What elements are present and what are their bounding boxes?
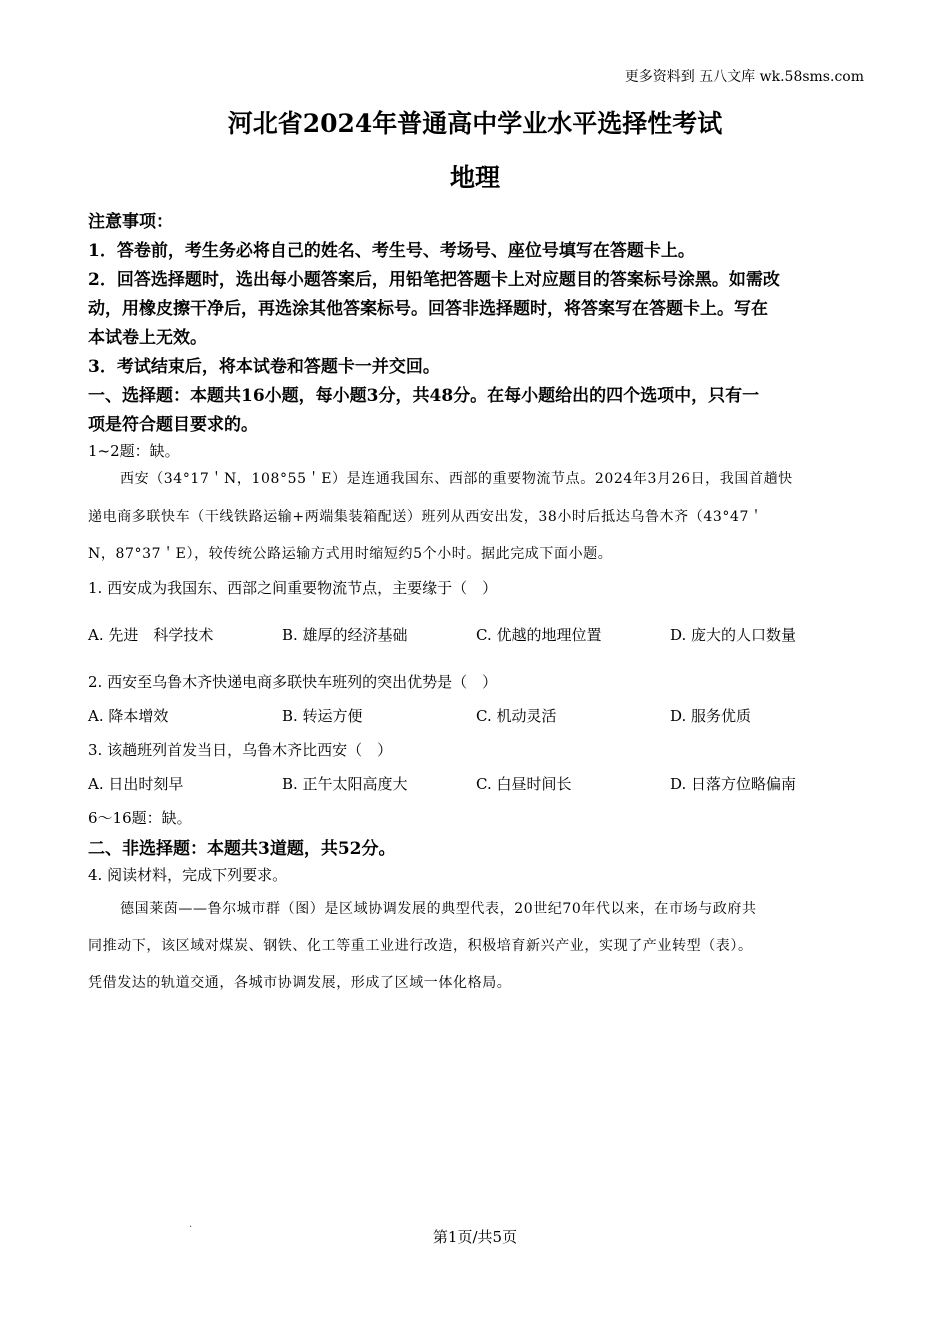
question-3-option-b: B. 正午太阳高度大	[282, 775, 408, 793]
notice-item-2-line-1: 2．回答选择题时，选出每小题答案后，用铅笔把答题卡上对应题目的答案标号涂黑。如需改	[88, 270, 780, 290]
section1-heading-line-1: 一、选择题：本题共16小题，每小题3分，共48分。在每小题给出的四个选项中，只有一	[88, 386, 760, 406]
page-number: 第1页/共5页	[432, 1228, 518, 1246]
question-1-option-c: C. 优越的地理位置	[476, 626, 602, 644]
notice-item-3: 3．考试结束后，将本试卷和答题卡一并交回。	[88, 357, 440, 377]
passage-xian-line-1: 西安（34°17＇N，108°55＇E）是连通我国东、西部的重要物流节点。2024年3月26日，我国首趟快	[120, 471, 793, 487]
question-2-stem: 2. 西安至乌鲁木齐快递电商多联快车班列的突出优势是（ ）	[88, 673, 498, 691]
question-3-option-d: D. 日落方位略偏南	[670, 775, 797, 793]
passage-xian-line-2: 递电商多联快车（干线铁路运输+两端集装箱配送）班列从西安出发，38小时后抵达乌鲁木齐（43°47＇	[88, 509, 764, 525]
question-2-option-c: C. 机动灵活	[476, 707, 557, 725]
subject-title: 地理	[449, 163, 500, 192]
question-1-option-d: D. 庞大的人口数量	[670, 626, 797, 644]
question-1-option-b: B. 雄厚的经济基础	[282, 626, 408, 644]
question-2-option-a: A. 降本增效	[88, 707, 169, 725]
passage-rhine-ruhr-line-2: 同推动下，该区域对煤炭、钢铁、化工等重工业进行改造，积极培育新兴产业，实现了产业转型（表）。	[88, 938, 753, 954]
notice-item-1: 1．答卷前，考生务必将自己的姓名、考生号、考场号、座位号填写在答题卡上。	[88, 241, 695, 261]
footer-mark: ·	[189, 1222, 193, 1233]
notice-item-2-line-2: 动，用橡皮擦干净后，再选涂其他答案标号。回答非选择题时，将答案写在答题卡上。写在	[88, 299, 768, 319]
question-3-option-c: C. 白昼时间长	[476, 775, 572, 793]
notice-heading: 注意事项：	[88, 212, 173, 232]
missing-questions-note-2: 6～16题：缺。	[88, 809, 192, 827]
section1-heading-line-2: 项是符合题目要求的。	[88, 415, 258, 435]
notice-item-2-line-3: 本试卷上无效。	[88, 328, 207, 348]
missing-questions-note: 1~2题：缺。	[88, 442, 180, 460]
question-1-option-a: A. 先进 科学技术	[88, 626, 214, 644]
question-3-stem: 3. 该趟班列首发当日，乌鲁木齐比西安（ ）	[88, 741, 393, 759]
exam-title: 河北省2024年普通高中学业水平选择性考试	[227, 109, 723, 138]
passage-rhine-ruhr-line-1: 德国莱茵——鲁尔城市群（图）是区域协调发展的典型代表，20世纪70年代以来，在市场与政府共	[120, 901, 757, 917]
header-source-link[interactable]: 更多资料到 五八文库 wk.58sms.com	[624, 69, 864, 85]
section2-heading: 二、非选择题：本题共3道题，共52分。	[88, 839, 396, 859]
question-3-option-a: A. 日出时刻早	[88, 775, 184, 793]
question-4-stem: 4. 阅读材料，完成下列要求。	[88, 866, 288, 884]
question-2-option-d: D. 服务优质	[670, 707, 752, 725]
passage-xian-line-3: N，87°37＇E），较传统公路运输方式用时缩短约5个小时。据此完成下面小题。	[88, 546, 613, 562]
question-2-option-b: B. 转运方便	[282, 707, 363, 725]
question-1-stem: 1. 西安成为我国东、西部之间重要物流节点，主要缘于（ ）	[88, 579, 498, 597]
passage-rhine-ruhr-line-3: 凭借发达的轨道交通，各城市协调发展，形成了区域一体化格局。	[88, 975, 512, 991]
